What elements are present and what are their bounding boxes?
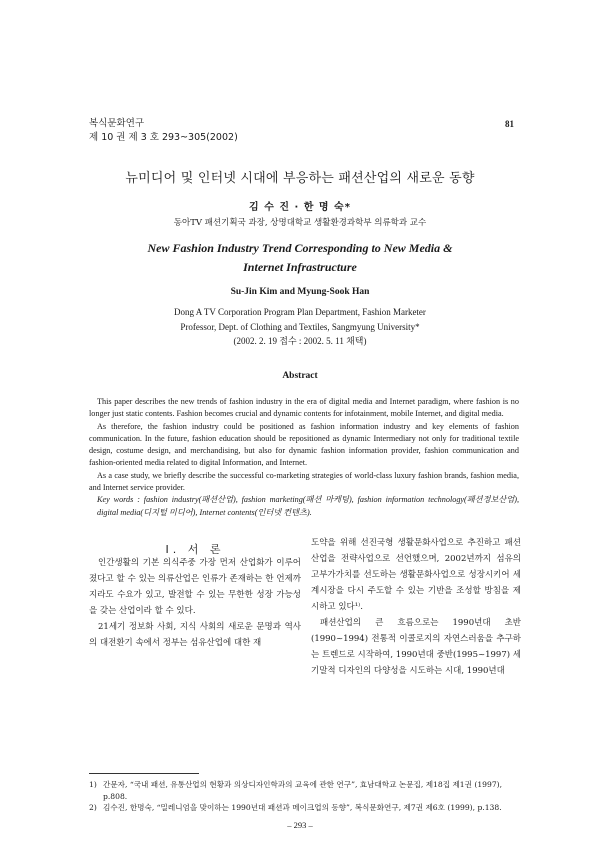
body-paragraph: 도약을 위해 선진국형 생활문화사업으로 추진하고 패션산업을 전략사업으로 선언했으며, 2002년까지 섬유의 고부가가치를 선도하는 생활문화사업으로 성장시키어 세계시장을 다시 주도할 수 있는 기반을 조성할 방침을 제시하고 있다¹⁾.	[311, 538, 521, 612]
footnote-mark: 2)	[89, 803, 97, 812]
abstract-body	[89, 396, 519, 519]
english-title	[60, 239, 540, 277]
footnotes	[89, 779, 521, 814]
korean-affiliation: 동아TV 패션기획국 과장, 상명대학교 생활환경과학부 의류학과 교수	[173, 218, 427, 228]
affiliation-line: Professor, Dept. of Clothing and Textiles, Sangmyung University*	[180, 321, 420, 332]
footer-page-number: – 293 –	[287, 820, 313, 830]
footnote-text: 김수진, 한명숙, “밀레니엄을 맞이하는 1990년대 패션과 메이크업의 동향”, 복식문화연구, 제7권 제6호 (1999), p.138.	[103, 803, 502, 812]
korean-title: 뉴미디어 및 인터넷 시대에 부응하는 패션산업의 새로운 동향	[125, 171, 475, 186]
english-affiliation	[0, 305, 600, 349]
received-accepted-dates: (2002. 2. 19 접수 : 2002. 5. 11 채택)	[233, 336, 367, 346]
abstract-paragraph: This paper describes the new trends of fashion industry in the era of digital media and Internet paradigm, where fashion is no longer just static contents. Fashion becomes crucial and dynamic contents for infotainment, mobile Internet, and digital media.	[89, 397, 519, 419]
left-column-text	[89, 555, 301, 651]
section-heading-introduction: I. 서 론	[165, 543, 225, 556]
english-title-line-2: Internet Infrastructure	[243, 260, 357, 274]
abstract-paragraph: As therefore, the fashion industry could be positioned as fashion information industry and key elements of fashion communication. In the future, fashion education should be repositioned as dynamic Intermediary not only for traditional textile design, costume design, and merchandising, but also for dynamic fashion information provider, fashion communication and fashion-oriented media related to digital Information, and Internet.	[89, 421, 519, 468]
body-paragraph: 21세기 정보화 사회, 지식 사회의 새로운 문명과 역사의 대전환기 속에서 정부는 섬유산업에 대한 재	[89, 622, 301, 648]
footnote-mark: 1)	[89, 780, 97, 789]
footnote-text: 간문자, “국내 패션, 유통산업의 현황과 의상디자인학과의 교육에 관한 연구”, 효남대학교 논문집, 제18집 제1권 (1997), p.808.	[103, 780, 503, 801]
abstract-heading: Abstract	[282, 371, 318, 381]
body-paragraph: 패션산업의 큰 흐름으로는 1990년대 초반(1990~1994) 전통적 이콜로지의 자연스러움을 추구하는 트렌드로 시작하여, 1990년대 중반(1995~1997) 세기말적 디자인의 다양성을 시도하는 시대, 1990년대	[311, 618, 521, 676]
footnote-divider	[89, 773, 199, 774]
footnote	[89, 779, 521, 802]
abstract-paragraph: As a case study, we briefly describe the successful co-marketing strategies of world-class luxury fashion brands, fashion media, and Internet service provider.	[89, 470, 519, 493]
english-title-line-1: New Fashion Industry Trend Corresponding to New Media &	[147, 241, 453, 255]
right-column-text	[311, 535, 521, 679]
affiliation-line: Dong A TV Corporation Program Plan Department, Fashion Marketer	[174, 307, 426, 317]
journal-issue: 제 10 권 제 3 호 293~305(2002)	[89, 132, 238, 143]
journal-header	[89, 117, 238, 145]
keywords: Key words : fashion industry(패션산업), fashion marketing(패션 마케팅), fashion information technology(패션정보산업), digital media(디지털 미디어), Internet contents(인터넷 컨텐츠).	[97, 495, 519, 517]
body-paragraph: 인간생활의 기본 의식주중 가장 먼저 산업화가 이루어졌다고 할 수 있는 의류산업은 인류가 존재하는 한 언제까지라도 수요가 있고, 발전할 수 있는 무한한 성장 가능성을 갖는 산업이라 할 수 있다.	[89, 558, 301, 616]
english-authors: Su-Jin Kim and Myung-Sook Han	[230, 287, 370, 297]
footnote	[89, 802, 521, 814]
korean-authors: 김 수 진 · 한 명 숙*	[249, 202, 351, 213]
journal-name: 복식문화연구	[89, 118, 145, 129]
page-number: 81	[505, 119, 514, 129]
